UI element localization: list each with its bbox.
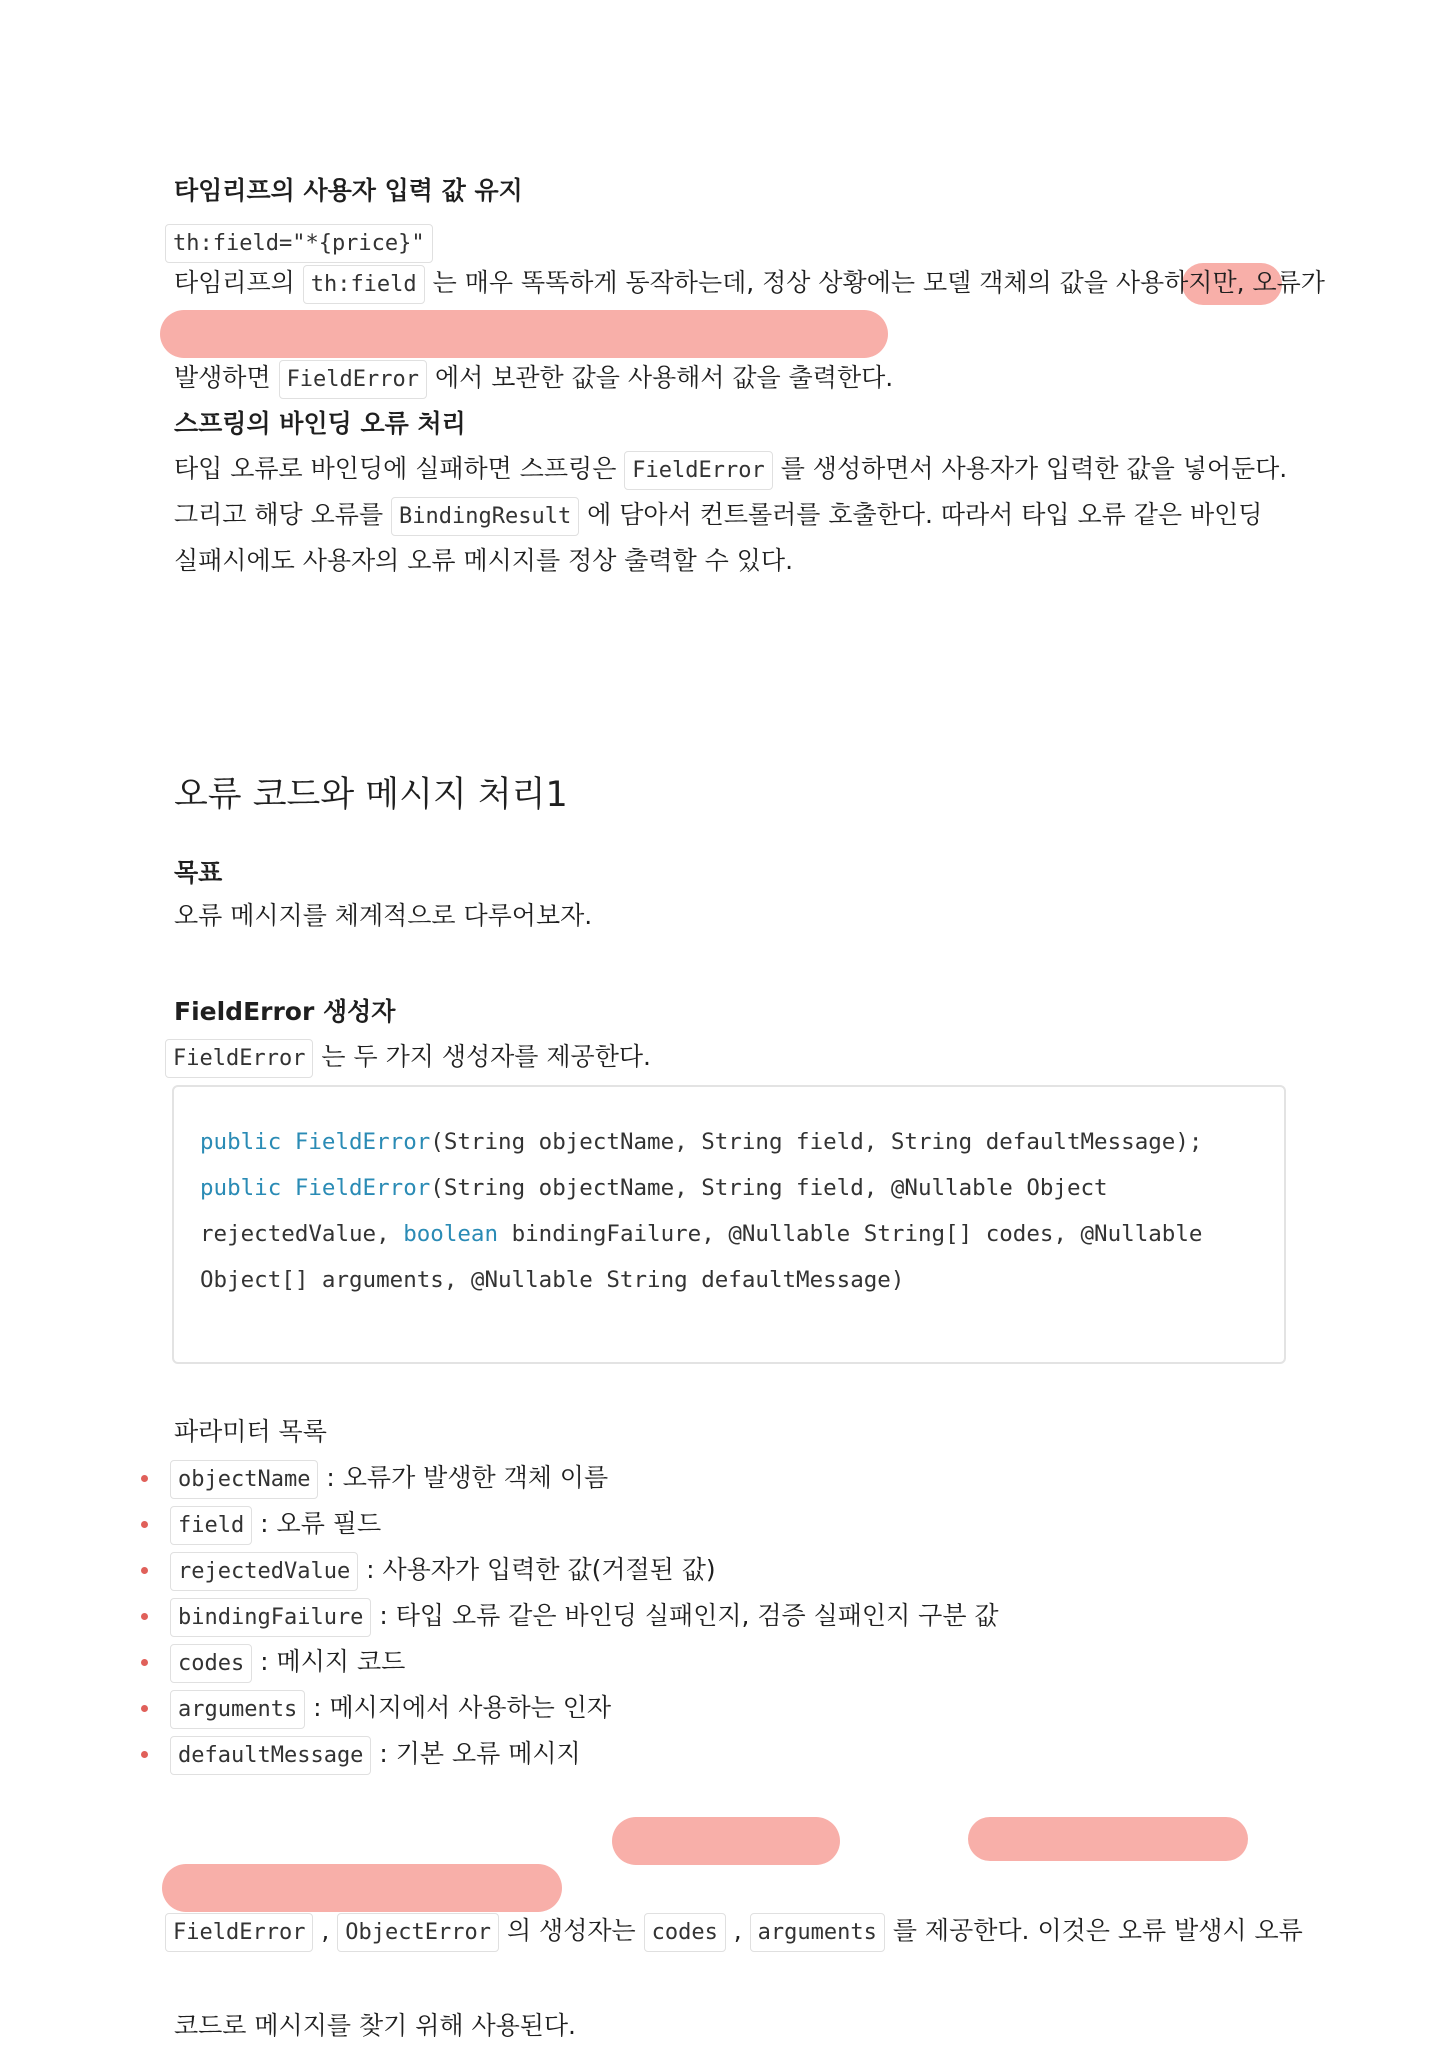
- keyword: boolean: [403, 1221, 499, 1247]
- list-item: [170, 1639, 999, 1685]
- inline-code-bindingresult: BindingResult: [391, 497, 579, 536]
- inline-code-arguments: arguments: [750, 1913, 885, 1952]
- code-line: [200, 1211, 1258, 1257]
- text: ,: [725, 1916, 750, 1945]
- code-text: (String objectName, String field, @Nullable Object: [430, 1175, 1108, 1201]
- fielderror-constructor-title: FieldError 생성자: [174, 997, 396, 1026]
- code-block-constructors: [172, 1085, 1286, 1364]
- keyword: public: [200, 1175, 282, 1201]
- goal-text: 오류 메시지를 체계적으로 다루어보자.: [174, 901, 593, 930]
- paragraph-thymeleaf-field-cont: [174, 355, 1447, 403]
- keyword: public: [200, 1129, 282, 1155]
- bullet-icon: [141, 1751, 148, 1758]
- code-text: bindingFailure, @Nullable String[] codes, @Nullable: [498, 1221, 1203, 1247]
- inline-code-fielderror: FieldError: [165, 1913, 313, 1952]
- bullet-icon: [141, 1705, 148, 1712]
- text: 는 두 가지 생성자를 제공한다.: [313, 1042, 651, 1071]
- code-line: [200, 1257, 1258, 1303]
- bullet-icon: [141, 1659, 148, 1666]
- text: : 타입 오류 같은 바인딩 실패인지, 검증 실패인지 구분 값: [371, 1601, 999, 1630]
- paragraph-binding-line3: 실패시에도 사용자의 오류 메시지를 정상 출력할 수 있다.: [174, 546, 794, 575]
- inline-code: defaultMessage: [170, 1736, 371, 1775]
- type-name: FieldError: [294, 1175, 431, 1201]
- highlighted-text: 오류가: [1252, 268, 1325, 297]
- code-text: Object[] arguments, @Nullable String defaultMessage): [200, 1267, 905, 1293]
- inline-code: rejectedValue: [170, 1552, 358, 1591]
- highlighted-text: 이것은 오류 발생시 오류: [1037, 1916, 1303, 1945]
- paragraph-constructor-codes-cont: 코드로 메시지를 찾기 위해 사용된다.: [174, 2011, 576, 2040]
- inline-code-objecterror: ObjectError: [337, 1913, 499, 1952]
- code-line: [200, 1165, 1258, 1211]
- inline-code-fielderror: FieldError: [165, 1039, 313, 1078]
- heading-error-code-message: 오류 코드와 메시지 처리1: [174, 775, 568, 815]
- paragraph-binding-line1: [174, 446, 1287, 494]
- section-title-thymeleaf-input: 타임리프의 사용자 입력 값 유지: [174, 176, 523, 205]
- highlight-mark: [968, 1817, 1248, 1861]
- params-list: [170, 1455, 999, 1777]
- inline-code: bindingFailure: [170, 1598, 371, 1637]
- text: : 메시지 코드: [252, 1647, 406, 1676]
- text: 타입 오류로 바인딩에 실패하면 스프링은: [174, 454, 625, 483]
- list-item: [170, 1731, 999, 1777]
- bullet-icon: [141, 1521, 148, 1528]
- fielderror-constructor-text: [165, 1034, 651, 1082]
- text: 를 생성하면서 사용자가 입력한 값을 넣어둔다.: [772, 454, 1288, 483]
- inline-code-codes: codes: [644, 1913, 726, 1952]
- text: : 메시지에서 사용하는 인자: [305, 1693, 612, 1722]
- text: 는 매우 똑똑하게 동작하는데, 정상 상황에는 모델 객체의 값을 사용하지만,: [424, 268, 1253, 297]
- paragraph-binding-line2: [174, 492, 1262, 540]
- list-item: [170, 1685, 999, 1731]
- inline-code-th-field-price: th:field="*{price}": [165, 224, 433, 263]
- params-title: 파라미터 목록: [174, 1417, 327, 1446]
- highlighted-text: 에서 보관한 값을 사용해서 값을 출력한다.: [427, 363, 894, 392]
- highlight-mark: [612, 1817, 840, 1865]
- inline-code-fielderror: FieldError: [279, 360, 427, 399]
- goal-title: 목표: [174, 858, 223, 887]
- paragraph-thymeleaf-field: [174, 260, 1447, 308]
- text: : 기본 오류 메시지: [371, 1739, 581, 1768]
- inline-code: arguments: [170, 1690, 305, 1729]
- text: 타임리프의: [174, 268, 303, 297]
- inline-code-th-field: th:field: [303, 265, 425, 304]
- code-line: [200, 1119, 1258, 1165]
- list-item: [170, 1455, 999, 1501]
- text: 의 생성자는: [499, 1916, 644, 1945]
- code-text: (String objectName, String field, String defaultMessage);: [430, 1129, 1203, 1155]
- paragraph-constructor-codes: [165, 1908, 1447, 1956]
- inline-code: field: [170, 1506, 252, 1545]
- section-title-binding-error: 스프링의 바인딩 오류 처리: [174, 409, 466, 438]
- inline-code-fielderror: FieldError: [624, 451, 772, 490]
- text: 그리고 해당 오류를: [174, 500, 392, 529]
- highlight-mark: [160, 310, 888, 358]
- text: ,: [313, 1916, 338, 1945]
- type-name: FieldError: [294, 1129, 431, 1155]
- bullet-icon: [141, 1567, 148, 1574]
- text: : 오류 필드: [252, 1509, 382, 1538]
- inline-code: codes: [170, 1644, 252, 1683]
- text: 에 담아서 컨트롤러를 호출한다. 따라서 타입 오류 같은 바인딩: [579, 500, 1263, 529]
- inline-code: objectName: [170, 1460, 318, 1499]
- text: : 사용자가 입력한 값(거절된 값): [358, 1555, 716, 1584]
- list-item: [170, 1547, 999, 1593]
- bullet-icon: [141, 1475, 148, 1482]
- code-text: rejectedValue,: [200, 1221, 404, 1247]
- highlight-mark: [162, 1864, 562, 1912]
- highlighted-text: 발생하면: [174, 363, 279, 392]
- list-item: [170, 1593, 999, 1639]
- text: : 오류가 발생한 객체 이름: [318, 1463, 609, 1492]
- list-item: [170, 1501, 999, 1547]
- text: 를 제공한다.: [884, 1916, 1038, 1945]
- bullet-icon: [141, 1613, 148, 1620]
